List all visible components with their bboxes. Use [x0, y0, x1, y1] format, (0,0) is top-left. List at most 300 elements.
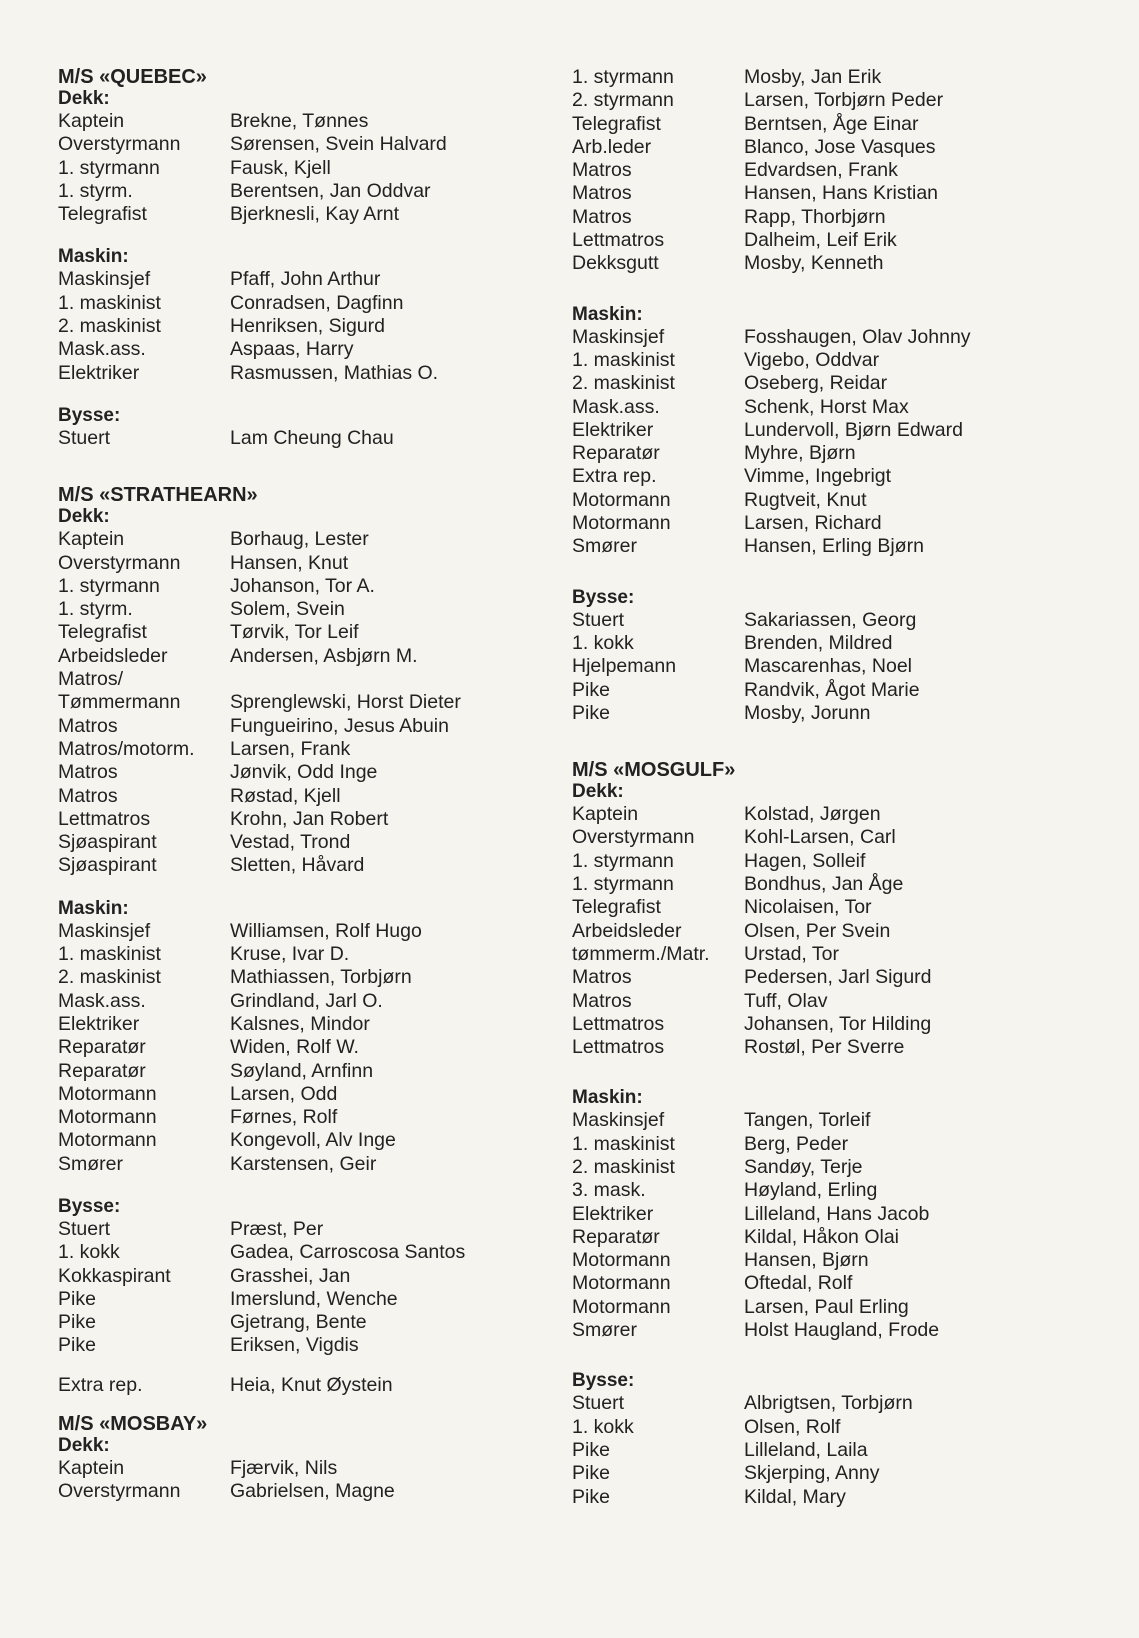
crew-role: Arb.leder [572, 135, 652, 158]
crew-name: Sletten, Håvard [230, 854, 365, 877]
crew-row [572, 512, 1042, 535]
crew-row [58, 157, 558, 180]
crew-name: Vestad, Trond [230, 831, 351, 854]
crew-role: Pike [58, 1311, 96, 1334]
crew-list [58, 1218, 558, 1358]
crew-role: Maskinsjef [572, 325, 665, 348]
maskin-heading: Maskin: [58, 246, 129, 268]
ship-quebec [58, 66, 558, 450]
crew-row [58, 1036, 558, 1059]
crew-row [572, 702, 1042, 725]
crew-name: Tørvik, Tor Leif [230, 621, 359, 644]
crew-row [58, 1311, 558, 1334]
crew-name: Imerslund, Wenche [230, 1287, 398, 1310]
crew-row [572, 920, 1042, 943]
ship-title: M/S «MOSGULF» [572, 759, 736, 782]
crew-role: Matros [58, 761, 118, 784]
crew-name: Pfaff, John Arthur [230, 268, 381, 291]
crew-name: Vigebo, Oddvar [744, 348, 880, 371]
crew-name: Larsen, Paul Erling [744, 1295, 909, 1318]
crew-row [58, 1083, 558, 1106]
dekk-heading: Dekk: [58, 88, 110, 109]
left-column [58, 66, 558, 1504]
crew-row [572, 1156, 1042, 1179]
crew-name: Oseberg, Reidar [744, 372, 888, 395]
crew-row [58, 854, 558, 877]
crew-row [572, 535, 1042, 558]
crew-role: Motormann [572, 1272, 671, 1295]
crew-name: Tuff, Olav [744, 989, 828, 1012]
crew-name: Førnes, Rolf [230, 1106, 338, 1129]
crew-name: Urstad, Tor [744, 942, 840, 965]
crew-name: Hansen, Knut [230, 551, 349, 574]
crew-row [572, 442, 1042, 465]
crew-row [572, 1392, 1042, 1415]
crew-role: 1. maskinist [58, 291, 161, 314]
crew-name: Edvardsen, Frank [744, 159, 898, 182]
bysse-heading: Bysse: [58, 404, 121, 426]
crew-row [58, 738, 558, 761]
crew-name: Williamsen, Rolf Hugo [230, 919, 422, 942]
crew-name: Rasmussen, Mathias O. [230, 361, 439, 384]
crew-list [572, 803, 1042, 1059]
crew-name: Fausk, Kjell [230, 156, 331, 179]
crew-name: Larsen, Torbjørn Peder [744, 89, 944, 112]
crew-row [572, 1133, 1042, 1156]
crew-row [572, 1203, 1042, 1226]
crew-row [58, 785, 558, 808]
crew-role: 2. maskinist [58, 966, 161, 989]
crew-role: Matros [58, 784, 118, 807]
crew-row [58, 1060, 558, 1083]
crew-role: Extra rep. [58, 1373, 143, 1396]
crew-name: Jønvik, Odd Inge [230, 761, 378, 784]
crew-role: Overstyrmann [58, 133, 181, 156]
crew-list [572, 326, 1042, 559]
crew-name: Brekne, Tønnes [230, 110, 369, 132]
ship-strathearn [58, 484, 558, 1397]
crew-role: 1. kokk [572, 631, 634, 654]
crew-row [58, 645, 558, 668]
crew-list [572, 66, 1042, 276]
crew-name: Fjærvik, Nils [230, 1457, 338, 1480]
crew-row [58, 133, 558, 156]
crew-role: Motormann [572, 1295, 671, 1318]
crew-row [58, 528, 558, 551]
crew-row [58, 362, 558, 385]
crew-list [58, 268, 558, 384]
crew-role: 1. kokk [58, 1241, 120, 1264]
crew-name: Høyland, Erling [744, 1179, 878, 1202]
crew-name: Larsen, Richard [744, 512, 882, 535]
crew-role: Telegrafist [572, 896, 661, 919]
crew-list [58, 920, 558, 1176]
crew-role: Kaptein [58, 1457, 125, 1480]
crew-row [572, 803, 1042, 826]
crew-list [58, 110, 558, 226]
crew-role: Kaptein [58, 110, 125, 132]
bysse-heading: Bysse: [58, 1195, 121, 1217]
crew-role: Pike [572, 701, 610, 724]
ship-title: M/S «QUEBEC» [58, 66, 207, 88]
crew-row [572, 1179, 1042, 1202]
crew-role: Dekksgutt [572, 252, 659, 275]
crew-row [572, 1462, 1042, 1485]
crew-role: Pike [572, 678, 610, 701]
crew-name: Olsen, Per Svein [744, 919, 891, 942]
crew-role: Arbeidsleder [58, 644, 168, 667]
crew-name: Oftedal, Rolf [744, 1272, 853, 1295]
crew-row [572, 896, 1042, 919]
crew-role: tømmerm./Matr. [572, 942, 710, 965]
crew-name: Fosshaugen, Olav Johnny [744, 325, 971, 348]
crew-role: Kaptein [58, 528, 125, 551]
crew-name: Grasshei, Jan [230, 1264, 351, 1287]
crew-name: Gjetrang, Bente [230, 1311, 367, 1334]
crew-role: Stuert [572, 608, 625, 631]
crew-name: Fungueirino, Jesus Abuin [230, 714, 449, 737]
crew-role: Motormann [58, 1106, 157, 1129]
crew-role: Mask.ass. [58, 338, 146, 361]
crew-name: Widen, Rolf W. [230, 1036, 359, 1059]
crew-role: Hjelpemann [572, 655, 677, 678]
crew-role: Stuert [572, 1392, 625, 1415]
crew-role: Pike [572, 1485, 610, 1508]
crew-name: Hagen, Solleif [744, 849, 866, 872]
crew-row [572, 206, 1042, 229]
crew-name: Johanson, Tor A. [230, 574, 375, 597]
crew-role: 1. styrmann [572, 873, 674, 896]
ship-title: M/S «STRATHEARN» [58, 484, 258, 507]
crew-row [58, 691, 558, 714]
crew-row [572, 943, 1042, 966]
crew-list [572, 609, 1042, 725]
crew-role: 1. maskinist [572, 1132, 675, 1155]
crew-row [58, 990, 558, 1013]
bysse-heading: Bysse: [572, 1370, 635, 1392]
crew-role: Matros [572, 159, 632, 182]
ship-mosgulf [572, 759, 1042, 1509]
right-column [572, 66, 1042, 1509]
crew-name: Albrigtsen, Torbjørn [744, 1392, 913, 1415]
crew-role: Overstyrmann [58, 551, 181, 574]
crew-role: Matros [572, 182, 632, 205]
maskin-heading: Maskin: [572, 303, 643, 325]
crew-role: Elektriker [58, 361, 140, 384]
crew-role: 1. maskinist [572, 348, 675, 371]
crew-role: Pike [572, 1438, 610, 1461]
crew-name: Kruse, Ivar D. [230, 943, 350, 966]
crew-row [572, 182, 1042, 205]
crew-name: Aspaas, Harry [230, 338, 354, 361]
crew-row [572, 396, 1042, 419]
crew-row [572, 609, 1042, 632]
crew-row [58, 1457, 558, 1480]
crew-list [58, 528, 558, 877]
crew-role: Matros [572, 966, 632, 989]
crew-row [58, 966, 558, 989]
crew-role: Matros [572, 989, 632, 1012]
crew-row [58, 831, 558, 854]
crew-name: Sprenglewski, Horst Dieter [230, 691, 461, 714]
crew-row [58, 1241, 558, 1264]
crew-role: Lettmatros [572, 1012, 665, 1035]
crew-role: 1. styrm. [58, 598, 133, 621]
crew-role: 1. styrmann [572, 849, 674, 872]
crew-row [572, 159, 1042, 182]
crew-name: Randvik, Ågot Marie [744, 678, 920, 701]
crew-row [572, 873, 1042, 896]
crew-role: Motormann [572, 512, 671, 535]
crew-role: 1. styrmann [58, 574, 160, 597]
crew-name: Berg, Peder [744, 1132, 849, 1155]
crew-role: Smører [572, 535, 637, 558]
crew-name: Borhaug, Lester [230, 528, 369, 551]
crew-role: Reparatør [58, 1059, 146, 1082]
crew-role: 1. styrmann [572, 66, 674, 88]
crew-role: Matros [58, 714, 118, 737]
crew-row [58, 1480, 558, 1503]
crew-role: Overstyrmann [58, 1480, 181, 1503]
crew-row [58, 1288, 558, 1311]
crew-role: Stuert [58, 426, 111, 449]
crew-name: Larsen, Frank [230, 737, 351, 760]
crew-row [572, 1296, 1042, 1319]
crew-name: Gadea, Carroscosa Santos [230, 1241, 466, 1264]
crew-role: Overstyrmann [572, 826, 695, 849]
crew-name: Mathiassen, Torbjørn [230, 966, 412, 989]
crew-role: Telegrafist [572, 112, 661, 135]
crew-name: Karstensen, Geir [230, 1152, 377, 1175]
crew-name: Kildal, Mary [744, 1485, 846, 1508]
crew-role: Lettmatros [572, 1036, 665, 1059]
crew-row [572, 136, 1042, 159]
crew-row [58, 668, 558, 691]
crew-row [58, 621, 558, 644]
crew-role: Elektriker [58, 1012, 140, 1035]
crew-list [58, 427, 558, 450]
crew-row [58, 268, 558, 291]
crew-name: Olsen, Rolf [744, 1415, 841, 1438]
crew-name: Kongevoll, Alv Inge [230, 1129, 396, 1152]
crew-name: Mascarenhas, Noel [744, 655, 912, 678]
crew-role: Maskinsjef [572, 1109, 665, 1132]
ship-mosbay-continued [572, 66, 1042, 725]
crew-row [58, 110, 558, 133]
crew-name: Hansen, Bjørn [744, 1249, 869, 1272]
crew-list [572, 1109, 1042, 1342]
crew-name: Bondhus, Jan Åge [744, 873, 904, 896]
crew-role: Motormann [572, 488, 671, 511]
crew-role: Stuert [58, 1217, 111, 1240]
crew-role: Lettmatros [58, 807, 151, 830]
crew-row [58, 1129, 558, 1152]
maskin-heading: Maskin: [58, 897, 129, 919]
crew-name: Mosby, Jorunn [744, 701, 871, 724]
crew-row [58, 1218, 558, 1241]
crew-name: Kolstad, Jørgen [744, 803, 881, 826]
crew-row [572, 1319, 1042, 1342]
extra-rep-row [58, 1374, 558, 1397]
crew-name: Gabrielsen, Magne [230, 1480, 395, 1503]
crew-list [572, 1392, 1042, 1508]
crew-name: Rugtveit, Knut [744, 488, 867, 511]
bysse-heading: Bysse: [572, 586, 635, 608]
crew-name: Brenden, Mildred [744, 631, 893, 654]
crew-name: Solem, Svein [230, 598, 345, 621]
crew-name: Sørensen, Svein Halvard [230, 133, 447, 156]
crew-row [572, 89, 1042, 112]
crew-name: Præst, Per [230, 1217, 324, 1240]
crew-role: Kokkaspirant [58, 1264, 171, 1287]
crew-row [572, 990, 1042, 1013]
crew-role: 3. mask. [572, 1179, 646, 1202]
crew-name: Henriksen, Sigurd [230, 315, 385, 338]
crew-row [572, 679, 1042, 702]
ship-mosbay [58, 1413, 558, 1504]
crew-row [572, 372, 1042, 395]
crew-name: Nicolaisen, Tor [744, 896, 872, 919]
crew-role: 2. styrmann [572, 89, 674, 112]
crew-row [572, 850, 1042, 873]
crew-role: Smører [58, 1152, 123, 1175]
crew-name: Kalsnes, Mindor [230, 1012, 370, 1035]
crew-name: Bjerknesli, Kay Arnt [230, 203, 400, 226]
crew-row [58, 338, 558, 361]
crew-row [572, 1036, 1042, 1059]
crew-row [58, 1153, 558, 1176]
crew-row [58, 808, 558, 831]
crew-row [572, 632, 1042, 655]
crew-name: Lundervoll, Bjørn Edward [744, 418, 963, 441]
crew-row [572, 966, 1042, 989]
crew-row [58, 1013, 558, 1036]
crew-name: Søyland, Arnfinn [230, 1059, 374, 1082]
crew-role: Motormann [58, 1129, 157, 1152]
crew-role: Arbeidsleder [572, 919, 682, 942]
crew-role: Sjøaspirant [58, 831, 157, 854]
crew-role: Matros/motorm. [58, 737, 195, 760]
crew-name: Rostøl, Per Sverre [744, 1036, 905, 1059]
crew-row [58, 1265, 558, 1288]
crew-role: 1. maskinist [58, 943, 161, 966]
crew-name: Berentsen, Jan Oddvar [230, 179, 431, 202]
dekk-heading: Dekk: [58, 506, 110, 528]
crew-row [572, 252, 1042, 275]
crew-name: Lilleland, Hans Jacob [744, 1202, 930, 1225]
crew-row [58, 761, 558, 784]
crew-name: Blanco, Jose Vasques [744, 135, 936, 158]
crew-name: Kohl-Larsen, Carl [744, 826, 896, 849]
crew-role: Reparatør [58, 1036, 146, 1059]
crew-row [572, 655, 1042, 678]
crew-name: Myhre, Bjørn [744, 442, 856, 465]
crew-role: Elektriker [572, 418, 654, 441]
crew-name: Vimme, Ingebrigt [744, 465, 892, 488]
crew-row [572, 1272, 1042, 1295]
ship-title: M/S «MOSBAY» [58, 1413, 208, 1436]
crew-row [572, 113, 1042, 136]
crew-name: Heia, Knut Øystein [230, 1373, 393, 1396]
crew-row [58, 1106, 558, 1129]
crew-name: Rapp, Thorbjørn [744, 205, 886, 228]
crew-row [58, 715, 558, 738]
crew-role: 1. kokk [572, 1415, 634, 1438]
crew-row [58, 1334, 558, 1357]
crew-name: Skjerping, Anny [744, 1462, 880, 1485]
maskin-heading: Maskin: [572, 1087, 643, 1109]
crew-role: 1. styrm. [58, 179, 133, 202]
crew-name: Larsen, Odd [230, 1082, 338, 1105]
crew-row [572, 1439, 1042, 1462]
crew-name: Conradsen, Dagfinn [230, 291, 404, 314]
crew-role: Smører [572, 1319, 637, 1342]
crew-name: Sandøy, Terje [744, 1155, 863, 1178]
crew-name: Hansen, Hans Kristian [744, 182, 939, 205]
dekk-heading: Dekk: [572, 781, 624, 803]
crew-role: Lettmatros [572, 229, 665, 252]
crew-role: Kaptein [572, 803, 639, 826]
crew-row [572, 349, 1042, 372]
crew-name: Røstad, Kjell [230, 784, 341, 807]
crew-name: Grindland, Jarl O. [230, 989, 383, 1012]
crew-row [58, 552, 558, 575]
crew-role: Pike [58, 1287, 96, 1310]
crew-role: Tømmermann [58, 691, 181, 714]
crew-role: Motormann [58, 1082, 157, 1105]
crew-row [572, 229, 1042, 252]
crew-role: 2. maskinist [58, 315, 161, 338]
crew-name: Kildal, Håkon Olai [744, 1225, 899, 1248]
crew-name: Krohn, Jan Robert [230, 807, 389, 830]
crew-row [58, 180, 558, 203]
crew-row [572, 1486, 1042, 1509]
crew-name: Sakariassen, Georg [744, 608, 917, 631]
crew-name: Lam Cheung Chau [230, 426, 394, 449]
crew-row [572, 1416, 1042, 1439]
crew-name: Hansen, Erling Bjørn [744, 535, 924, 558]
crew-role: Telegrafist [58, 203, 147, 226]
crew-name: Mosby, Jan Erik [744, 66, 882, 88]
crew-row [58, 292, 558, 315]
crew-name: Eriksen, Vigdis [230, 1334, 359, 1357]
crew-role: Extra rep. [572, 465, 657, 488]
crew-row [572, 1226, 1042, 1249]
crew-role: Motormann [572, 1249, 671, 1272]
crew-name: Andersen, Asbjørn M. [230, 644, 418, 667]
crew-row [58, 575, 558, 598]
crew-role: Maskinsjef [58, 919, 151, 942]
crew-name: Pedersen, Jarl Sigurd [744, 966, 932, 989]
dekk-heading: Dekk: [58, 1435, 110, 1457]
crew-row [58, 598, 558, 621]
crew-role: Telegrafist [58, 621, 147, 644]
crew-name: Lilleland, Laila [744, 1438, 868, 1461]
crew-row [572, 419, 1042, 442]
crew-row [58, 427, 558, 450]
crew-row [572, 1249, 1042, 1272]
crew-row [58, 203, 558, 226]
crew-row [58, 920, 558, 943]
crew-row [58, 943, 558, 966]
crew-name: Schenk, Horst Max [744, 395, 909, 418]
crew-role: 1. styrmann [58, 156, 160, 179]
crew-role: Mask.ass. [58, 989, 146, 1012]
crew-row [572, 1013, 1042, 1036]
crew-name: Johansen, Tor Hilding [744, 1012, 932, 1035]
crew-role: Sjøaspirant [58, 854, 157, 877]
crew-name: Mosby, Kenneth [744, 252, 884, 275]
